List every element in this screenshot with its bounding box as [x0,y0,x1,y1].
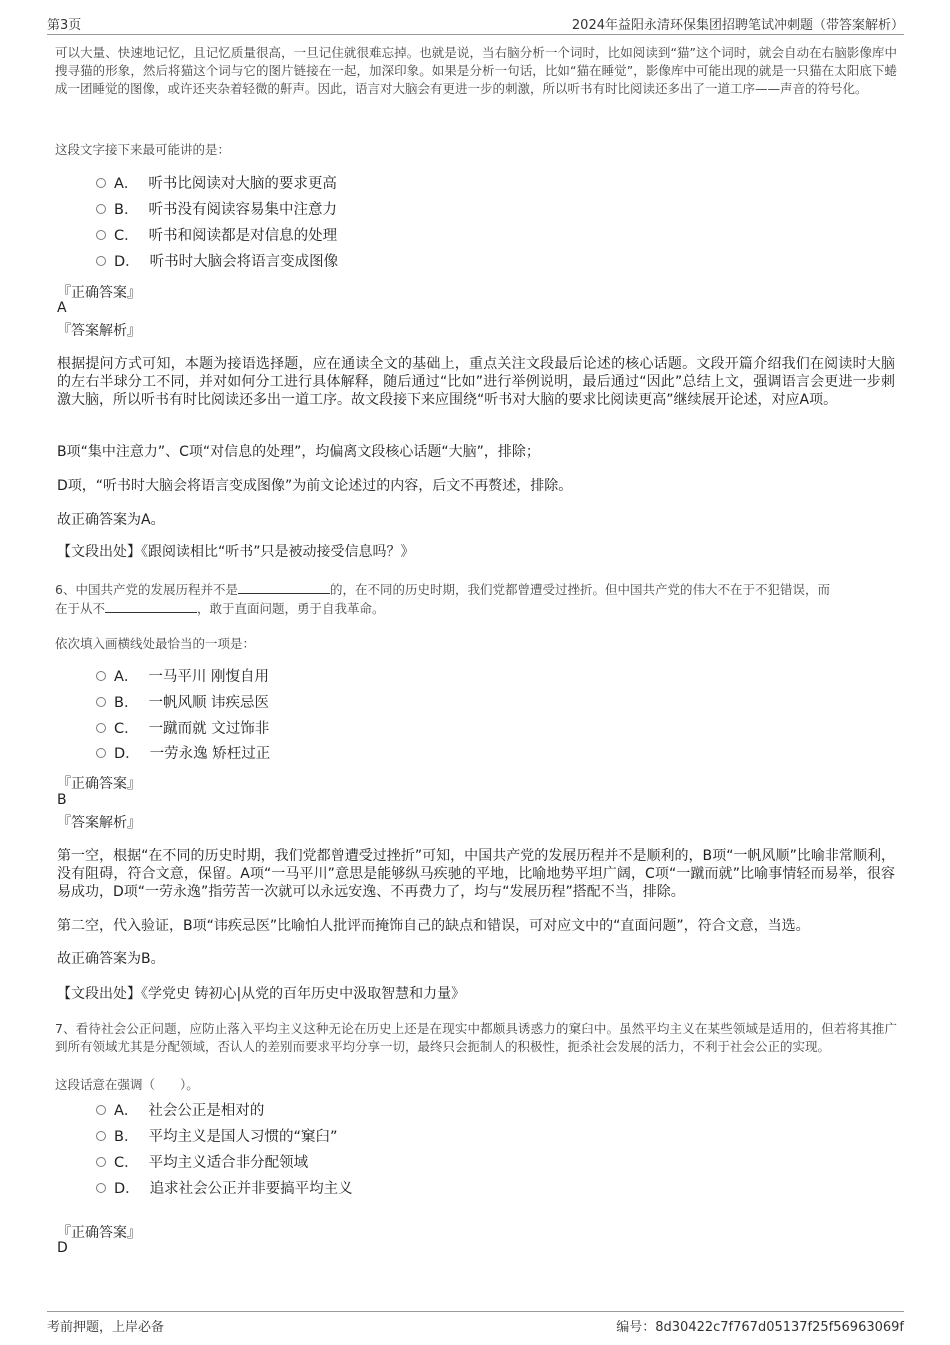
q7-answer: D [57,1240,68,1256]
q6-question: 依次填入画横线处最恰当的一项是： [55,636,256,651]
radio-icon[interactable] [96,723,106,733]
q6-analysis-p2: 第二空，代入验证，B项“讳疾忌医”比喻怕人批评而掩饰自己的缺点和错误，可对应文中的“直面问题”，符合文意，当选。 [57,918,810,934]
q6-analysis-label: 『答案解析』 [57,815,141,831]
radio-icon[interactable] [96,1105,106,1115]
q5-analysis-p1: 根据提问方式可知，本题为接语选择题，应在通读全文的基础上，重点关注文段最后论述的核心话题。文段开篇介绍我们在阅读时大脑的左右半球分工不同，并对如何分工进行具体解释，随后通过“比如”进行举例说明，最后通过“因此”总结上文，强调语言会更进一步刺激大脑，所以听书有时比阅读还多出一道工序。故文段接下来应围绕“听书对大脑的要求比阅读更高”继续展开论述，对应A项。 [57,356,895,408]
q7-stem: 7、看待社会公正问题，应防止落入平均主义这种无论在历史上还是在现实中都颇具诱惑力的窠臼中。虽然平均主义在某些领域是适用的，但若将其推广到所有领域尤其是分配领域，否认人的差别而要求平均分享一切，最终只会扼制人的积极性，扼杀社会发展的活力，不利于社会公正的实现。 [55,1021,897,1054]
q5-option-d[interactable]: D． 听书时大脑会将语言变成图像 [96,252,338,272]
q6-analysis-p1: 第一空，根据“在不同的历史时期，我们党都曾遭受过挫折”可知，中国共产党的发展历程并不是顺利的，B项“一帆风顺”比喻非常顺利，没有阻碍，符合文意，保留。A项“一马平川”意思是能够纵马疾驰的平地，比喻地势平坦广阔，C项“一蹴而就”比喻事情轻而易举，很容易成功，D项“一劳永逸”指劳苦一次就可以永远安逸、不再费力了，均与“发展历程”搭配不当，排除。 [57,848,895,900]
q6-option-c[interactable]: C． 一蹴而就 文过饰非 [96,719,269,739]
footer-slogan: 考前押题，上岸必备 [47,1320,165,1335]
page-footer [47,1311,904,1336]
q6-answer-label: 『正确答案』 [57,776,141,792]
q6-analysis-p3: 故正确答案为B。 [57,951,165,967]
q5-option-a[interactable]: A． 听书比阅读对大脑的要求更高 [96,174,337,194]
q5-option-c[interactable]: C． 听书和阅读都是对信息的处理 [96,226,337,246]
q5-passage: 可以大量、快速地记忆，且记忆质量很高，一旦记住就很难忘掉。也就是说，当右脑分析一个词时，比如阅读到“猫”这个词时，就会自动在右脑影像库中搜寻猫的形象，然后将猫这个词与它的图片链接在一起，加深印象。如果是分析一句话，比如“猫在睡觉”，影像库中可能出现的就是一只猫在太阳底下蜷成一团睡觉的图像，或许还夹杂着轻微的鼾声。因此，语言对大脑会有更进一步的刺激，所以听书有时比阅读还多出了一道工序——声音的符号化。 [55,45,897,96]
blank-line-2 [105,599,197,613]
q5-analysis-p2: B项“集中注意力”、C项“对信息的处理”，均偏离文段核心话题“大脑”，排除； [57,444,540,460]
radio-icon[interactable] [96,256,106,266]
q6-option-b[interactable]: B． 一帆风顺 讳疾忌医 [96,693,269,713]
q5-option-b[interactable]: B． 听书没有阅读容易集中注意力 [96,200,337,220]
radio-icon[interactable] [96,1183,106,1193]
q6-option-d[interactable]: D． 一劳永逸 矫枉过正 [96,744,270,764]
q5-answer-label: 『正确答案』 [57,285,141,301]
radio-icon[interactable] [96,1131,106,1141]
q7-option-b[interactable]: B． 平均主义是国人习惯的“窠臼” [96,1127,337,1147]
q5-answer: A [57,300,67,316]
q6-answer: B [57,792,67,808]
radio-icon[interactable] [96,671,106,681]
q5-analysis-p3: D项，“听书时大脑会将语言变成图像”为前文论述过的内容，后文不再赘述，排除。 [57,478,573,494]
q7-option-d[interactable]: D． 追求社会公正并非要搞平均主义 [96,1179,353,1199]
radio-icon[interactable] [96,178,106,188]
q5-analysis-label: 『答案解析』 [57,323,141,339]
q5-question: 这段文字接下来最可能讲的是： [55,142,231,157]
q5-source: 【文段出处】《跟阅读相比“听书”只是被动接受信息吗？》 [57,544,415,560]
document-title: 2024年益阳永清环保集团招聘笔试冲刺题（带答案解析） [571,18,904,33]
radio-icon[interactable] [96,697,106,707]
page-number: 第3页 [47,18,82,33]
radio-icon[interactable] [96,748,106,758]
q6-option-a[interactable]: A． 一马平川 刚愎自用 [96,667,269,687]
blank-line-1 [238,580,330,594]
q6-source: 【文段出处】《学党史 铸初心|从党的百年历史中汲取智慧和力量》 [57,986,466,1002]
page-header [47,12,904,35]
footer-serial: 编号：8d30422c7f767d05137f25f56963069f [616,1320,904,1335]
q7-answer-label: 『正确答案』 [57,1225,141,1241]
q5-analysis-p4: 故正确答案为A。 [57,512,165,528]
q6-stem: 6、中国共产党的发展历程并不是 的，在不同的历史时期，我们党都曾遭受过挫折。但中国共产党的伟大不在于不犯错误，而 在于从不 ，敢于直面问题，勇于自我革命。 [55,582,830,616]
q7-option-a[interactable]: A． 社会公正是相对的 [96,1101,264,1121]
radio-icon[interactable] [96,1157,106,1167]
q7-option-c[interactable]: C． 平均主义适合非分配领域 [96,1153,308,1173]
radio-icon[interactable] [96,230,106,240]
q7-question: 这段话意在强调（ ）。 [55,1077,199,1092]
radio-icon[interactable] [96,204,106,214]
